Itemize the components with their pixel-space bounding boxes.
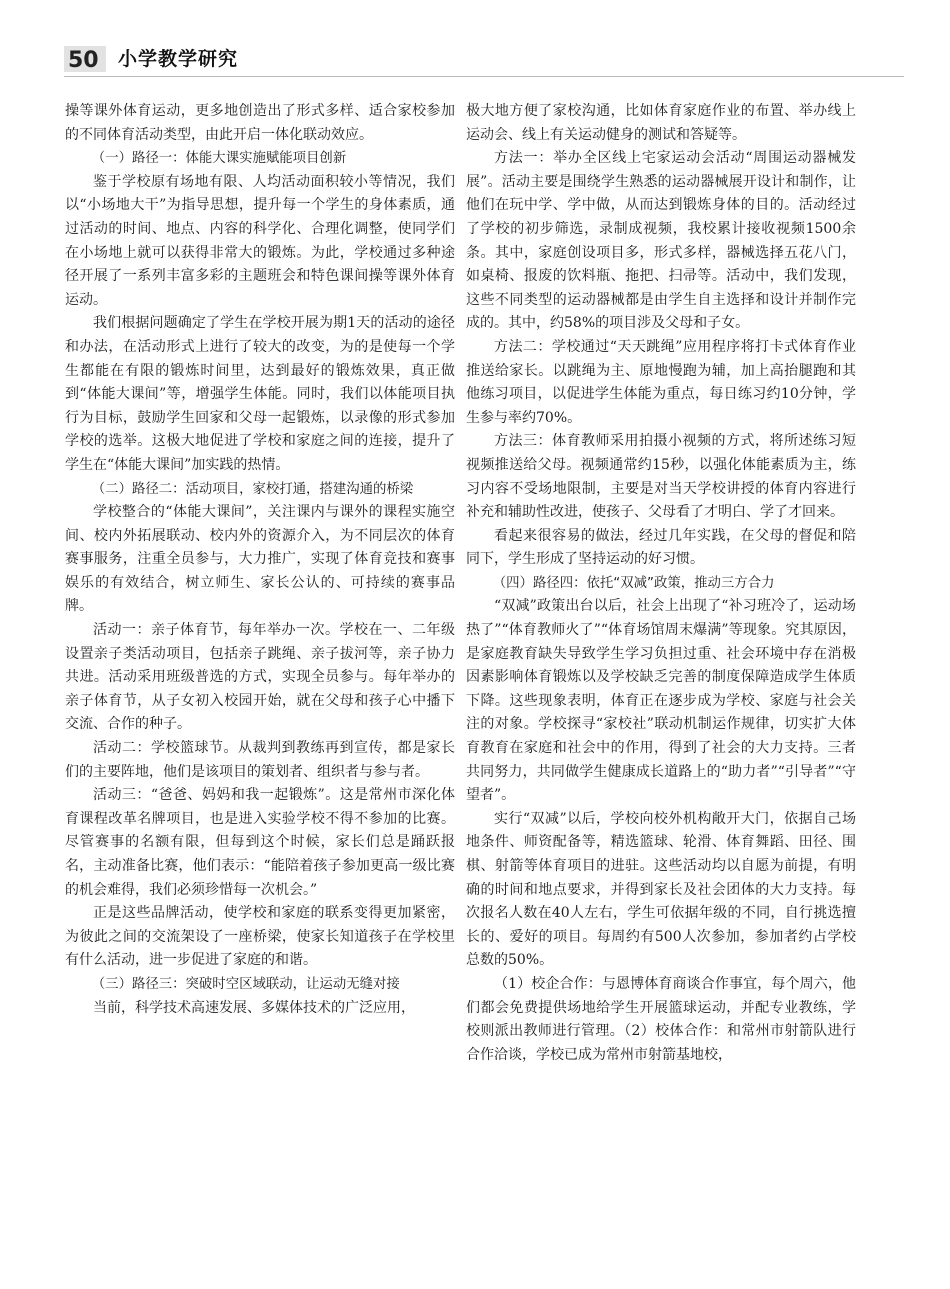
paragraph: 活动三：“爸爸、妈妈和我一起锻炼”。这是常州市深化体育课程改革名牌项目，也是进入实验学校不得不参加的比赛。尽管赛事的名额有限，但每到这个时候，家长们总是踊跃报名，主动准备比赛，他们表示：“能陪着孩子参加更高一级比赛的机会难得，我们必须珍惜每一次机会。” — [65, 787, 455, 898]
page-number-box — [64, 46, 106, 72]
section-heading: （二）路径二：活动项目，家校打通，搭建沟通的桥梁 — [91, 481, 414, 497]
section-heading: （一）路径一：体能大课实施赋能项目创新 — [91, 151, 347, 167]
paragraph: 实行“双减”以后，学校向校外机构敞开大门，依据自己场地条件、师资配备等，精选篮球、轮滑、体育舞蹈、田径、围棋、射箭等体育项目的进驻。这些活动均以自愿为前提，有明确的时间和地点要求，并得到家长及社会团体的大力支持。每次报名人数在40人左右，学生可依据年级的不同，自行挑选擅长的、爱好的项目。每周约有500人次参加，参加者约占学校总数的50%。 — [466, 810, 856, 969]
paragraph: 操等课外体育运动，更多地创造出了形式多样、适合家校参加的不同体育活动类型，由此开启一体化联动效应。 — [65, 103, 455, 143]
paragraph: 看起来很容易的做法，经过几年实践，在父母的督促和陪同下，学生形成了坚持运动的好习惯。 — [466, 527, 856, 568]
header-rule — [64, 76, 904, 77]
paragraph: 方法二：学校通过“天天跳绳”应用程序将打卡式体育作业推送给家长。以跳绳为主、原地慢跑为辅，加上高抬腿跑和其他练习项目，以促进学生体能为重点，每日练习约10分钟，学生参与率约70%。 — [466, 338, 856, 426]
paragraph: 正是这些品牌活动，使学校和家庭的联系变得更加紧密，为彼此之间的交流架设了一座桥梁，使家长知道孩子在学校里有什么活动，进一步促进了家庭的和谐。 — [65, 905, 455, 969]
left-column — [65, 100, 455, 1020]
page-number: 50 — [68, 48, 99, 73]
journal-title: 小学教学研究 — [118, 48, 239, 70]
paragraph: 当前，科学技术高速发展、多媒体技术的广泛应用， — [93, 999, 415, 1016]
paragraph: 学校整合的“体能大课间”，关注课内与课外的课程实施空间、校内外拓展联动、校内外的资源介入，为不同层次的体育赛事服务，注重全员参与，大力推广，实现了体育竞技和赛事娱乐的有效结合，树立师生、家长公认的、可持续的赛事品牌。 — [65, 504, 455, 615]
paragraph: 极大地方便了家校沟通，比如体育家庭作业的布置、举办线上运动会、线上有关运动健身的测试和答疑等。 — [466, 103, 856, 143]
paragraph: 方法三：体育教师采用拍摄小视频的方式，将所述练习短视频推送给父母。视频通常约15秒，以强化体能素质为主，练习内容不受场地限制，主要是对当天学校讲授的体育内容进行补充和辅助性改进，使孩子、父母看了才明白、学了才回来。 — [466, 433, 856, 521]
paragraph: 活动一：亲子体育节，每年举办一次。学校在一、二年级设置亲子类活动项目，包括亲子跳绳、亲子拔河等，亲子协力共进。活动采用班级普选的方式，实现全员参与。每年举办的亲子体育节，从子女初入校园开始，就在父母和孩子心中播下交流、合作的种子。 — [65, 622, 455, 733]
paragraph: 我们根据问题确定了学生在学校开展为期1天的活动的途径和办法，在活动形式上进行了较大的改变，为的是使每一个学生都能在有限的锻炼时间里，达到最好的锻炼效果，真正做到“体能大课间”等，增强学生体能。同时，我们以体能项目执行为目标，鼓励学生回家和父母一起锻炼，以录像的形式参加学校的选举。这极大地促进了学校和家庭之间的连接，提升了学生在“体能大课间”加实践的热情。 — [65, 315, 455, 473]
paragraph: “双减”政策出台以后，社会上出现了“补习班冷了，运动场热了”“体育教师火了”“体育场馆周末爆满”等现象。究其原因，是家庭教育缺失导致学生学习负担过重、社会环境中存在消极因素影响体育锻炼以及学校缺乏完善的制度保障造成学生体质下降。这些现象表明，体育正在逐步成为学校、家庭与社会关注的对象。学校探寻“家校社”联动机制运作规律，切实扩大体育教育在家庭和社会中的作用，得到了社会的大力支持。三者共同努力，共同做学生健康成长道路上的“助力者”“引导者”“守望者”。 — [466, 598, 856, 804]
right-column — [466, 100, 856, 1067]
paragraph: 鉴于学校原有场地有限、人均活动面积较小等情况，我们以“小场地大干”为指导思想，提升每一个学生的身体素质，通过活动的时间、地点、内容的科学化、合理化调整，使同学们在小场地上就可以获得非常大的锻炼。为此，学校通过多种途径开展了一系列丰富多彩的主题班会和特色课间操等课外体育运动。 — [65, 173, 455, 308]
paragraph: 方法一：举办全区线上宅家运动会活动“周围运动器械发展”。活动主要是围绕学生熟悉的运动器械展开设计和制作，让他们在玩中学、学中做，从而达到锻炼身体的目的。活动经过了学校的初步筛选，录制成视频，我校累计接收视频1500余条。其中，家庭创设项目多，形式多样，器械选择五花八门，如桌椅、报废的饮料瓶、拖把、扫帚等。活动中，我们发现，这些不同类型的运动器械都是由学生自主选择和设计并制作完成的。其中，约58%的项目涉及父母和子女。 — [466, 150, 856, 332]
paragraph: （1）校企合作：与恩博体育商谈合作事宜，每个周六，他们都会免费提供场地给学生开展篮球运动，并配专业教练，学校则派出教师进行管理。（2）校体合作：和常州市射箭队进行合作洽谈，学校已成为常州市射箭基地校， — [466, 975, 856, 1063]
paragraph: 活动二：学校篮球节。从裁判到教练再到宣传，都是家长们的主要阵地，他们是该项目的策划者、组织者与参与者。 — [65, 740, 455, 780]
section-heading: （三）路径三：突破时空区域联动，让运动无缝对接 — [91, 976, 400, 992]
section-heading: （四）路径四：依托“双减”政策，推动三方合力 — [492, 575, 775, 591]
page-header — [64, 42, 904, 76]
